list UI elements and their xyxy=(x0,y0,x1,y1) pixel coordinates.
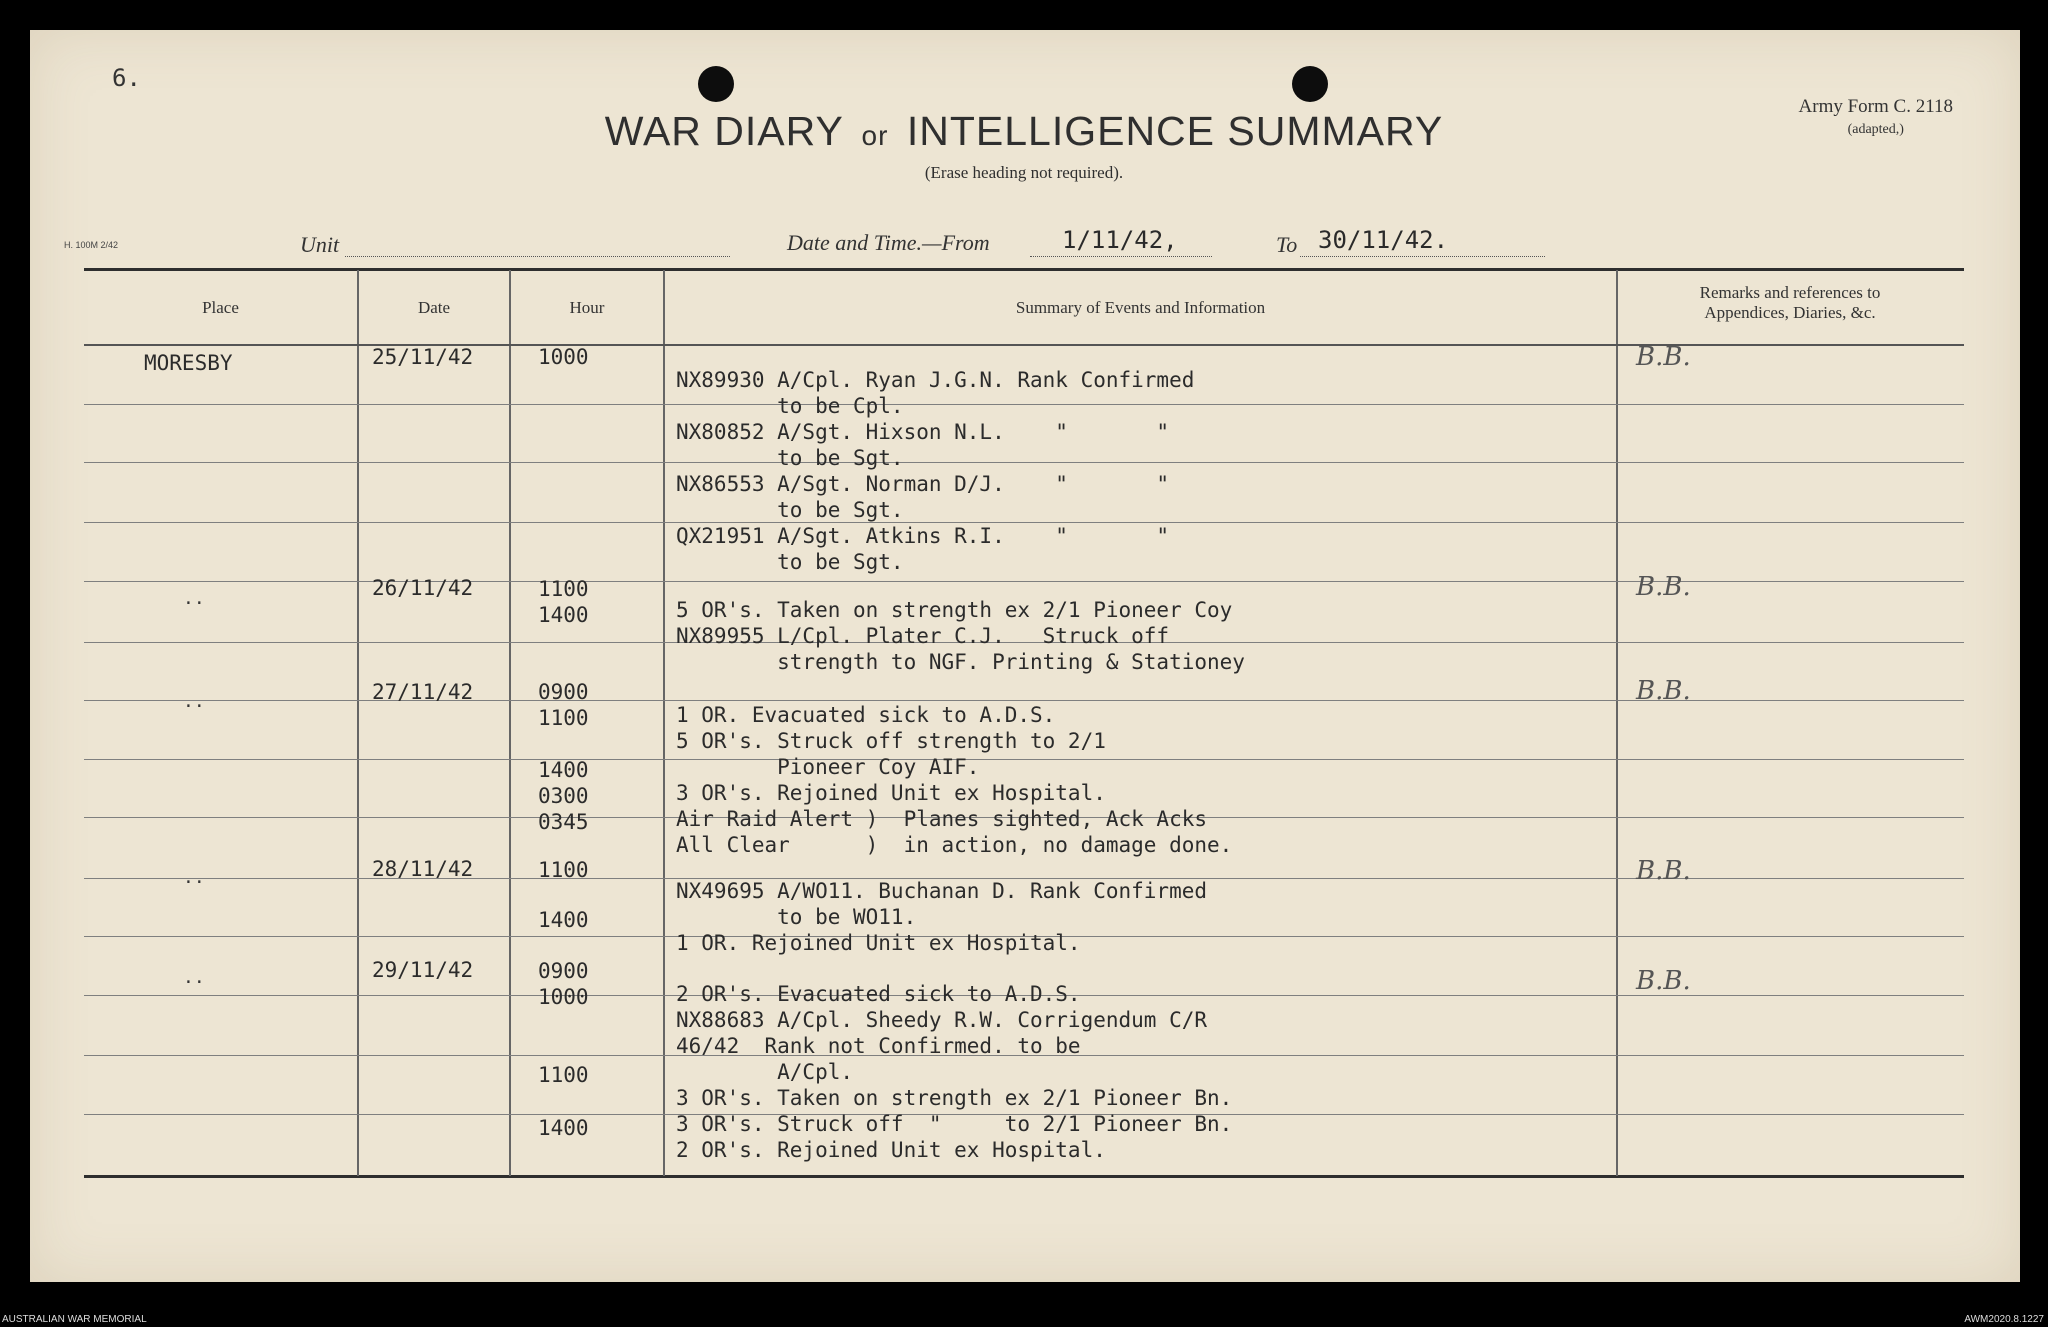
to-label: To xyxy=(1276,232,1298,257)
unit-field-line xyxy=(345,256,730,257)
army-form-label: Army Form C. 2118 (adapted,) xyxy=(1798,96,1953,137)
summary-text: NX89930 A/Cpl. Ryan J.G.N. Rank Confirmed to be Cpl. NX80852 A/Sgt. Hixson N.L. " " to be Sgt. NX86553 A/Sgt. Norman D/J. " " to be Sgt. QX21951 A/Sgt. Atkins R.I. " " to be Sgt. xyxy=(676,368,1195,574)
remark-initials: B.B. xyxy=(1636,572,1691,602)
summary-text: 1 OR. Evacuated sick to A.D.S. 5 OR's. Struck off strength to 2/1 Pioneer Coy AIF. 3 OR's. Rejoined Unit ex Hospital. Air Raid Alert ) Planes sighted, Ack Acks All Clear ) in action, no damage done. xyxy=(676,703,1233,857)
ditto-mark: .. xyxy=(183,867,205,888)
unit-label: Unit xyxy=(300,232,340,257)
date-cell: 26/11/42 xyxy=(372,576,474,600)
column-divider xyxy=(1616,270,1618,1176)
from-field-line xyxy=(1030,256,1212,257)
footer-institution: AUSTRALIAN WAR MEMORIAL xyxy=(2,1314,147,1325)
summary-text: 2 OR's. Evacuated sick to A.D.S. NX88683 A/Cpl. Sheedy R.W. Corrigendum C/R 46/42 Rank not Confirmed. to be A/Cpl. 3 OR's. Taken on strength ex 2/1 Pioneer Bn. 3 OR's. Struck off " to 2/1 Pioneer Bn. 2 OR's. Rejoined Unit ex Hospital. xyxy=(676,982,1233,1162)
remark-initials: B.B. xyxy=(1636,342,1691,372)
date-cell: 25/11/42 xyxy=(372,345,474,369)
ditto-mark: .. xyxy=(183,967,205,988)
header-remarks: Remarks and references to Appendices, Diaries, &c. xyxy=(1699,283,1881,322)
footer-reference: AWM2020.8.1227 xyxy=(1964,1314,2044,1325)
table-top-rule xyxy=(84,268,1964,271)
date-cell: 29/11/42 xyxy=(372,958,474,982)
punch-hole xyxy=(1292,66,1328,102)
title-subtitle: (Erase heading not required). xyxy=(924,163,1124,182)
form-code: H. 100M 2/42 xyxy=(64,240,119,250)
hour-cell: 1100 1400 xyxy=(538,577,589,627)
to-field-line xyxy=(1300,256,1545,257)
page-number: 6. xyxy=(112,64,141,92)
column-divider xyxy=(663,270,665,1176)
remark-initials: B.B. xyxy=(1636,856,1691,886)
column-divider xyxy=(509,270,511,1176)
remark-initials: B.B. xyxy=(1636,676,1691,706)
from-date-value: 1/11/42, xyxy=(1062,226,1178,254)
hour-cell: 0900 1000 1100 1400 xyxy=(538,959,589,1140)
header-date: Date xyxy=(417,298,451,317)
to-date-value: 30/11/42. xyxy=(1318,226,1449,254)
hour-cell: 1100 1400 xyxy=(538,858,589,932)
date-cell: 27/11/42 xyxy=(372,680,474,704)
ditto-mark: .. xyxy=(183,691,205,712)
hour-cell: 0900 1100 1400 0300 0345 xyxy=(538,680,589,834)
column-divider xyxy=(357,270,359,1176)
summary-text: NX49695 A/WO11. Buchanan D. Rank Confirmed to be WO11. 1 OR. Rejoined Unit ex Hospital. xyxy=(676,879,1208,955)
hour-cell: 1000 xyxy=(538,345,589,369)
header-hour: Hour xyxy=(569,298,605,317)
place-cell: MORESBY xyxy=(144,351,233,375)
header-place: Place xyxy=(202,298,239,317)
summary-text: 5 OR's. Taken on strength ex 2/1 Pioneer Coy NX89955 L/Cpl. Plater C.J. Struck off strength to NGF. Printing & Stationey xyxy=(676,598,1245,674)
date-time-label: Date and Time.—From xyxy=(787,230,990,255)
punch-hole xyxy=(698,66,734,102)
header-summary: Summary of Events and Information xyxy=(1015,298,1266,317)
date-cell: 28/11/42 xyxy=(372,857,474,881)
remark-initials: B.B. xyxy=(1636,966,1691,996)
ditto-mark: .. xyxy=(183,588,205,609)
document-title: WAR DIARY or INTELLIGENCE SUMMARY (Erase heading not required). xyxy=(0,108,2048,183)
